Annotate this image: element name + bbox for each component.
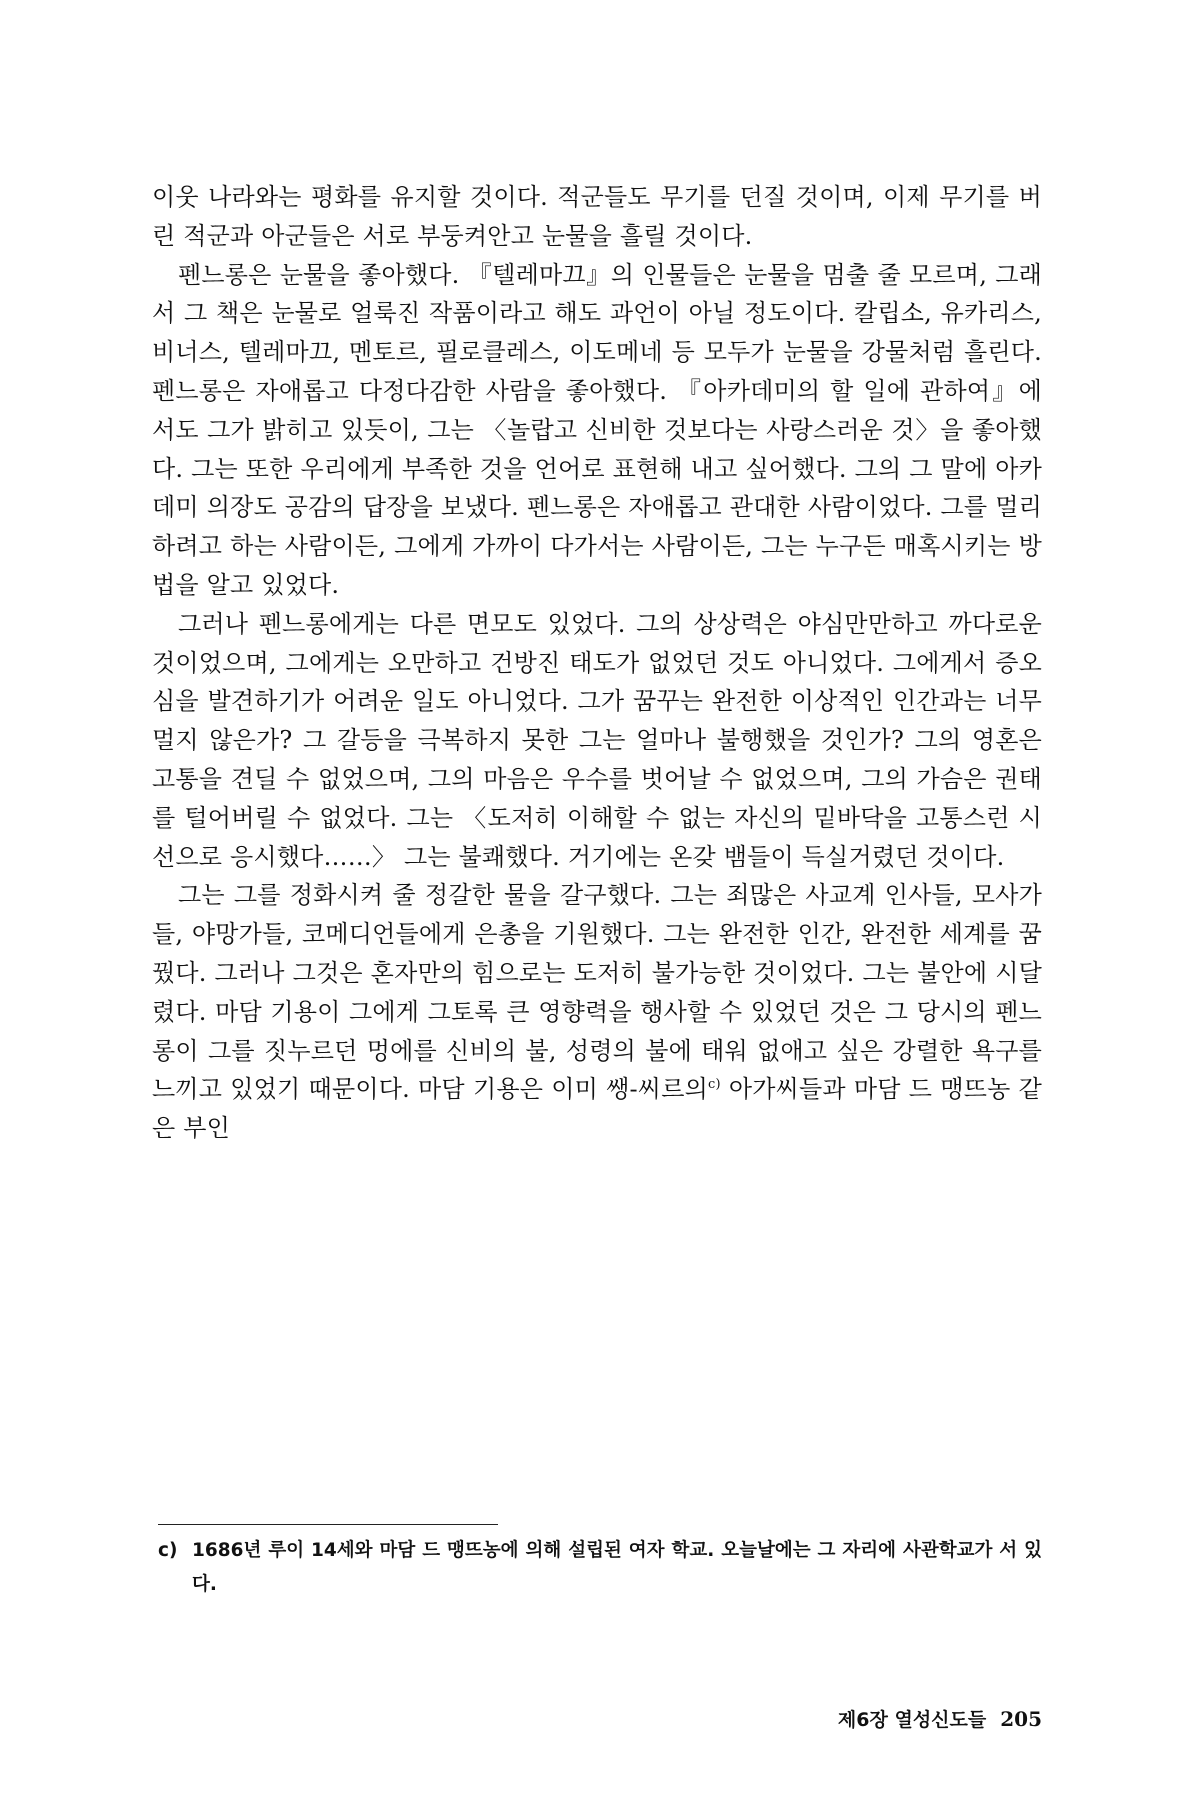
paragraph-4-text-after: 아가씨들과 마담 드 맹뜨농 같은 부인: [152, 1075, 1042, 1143]
footnote-reference-c: c): [707, 1077, 721, 1093]
paragraph-4: [152, 876, 1042, 1148]
page-number: 205: [1000, 1707, 1042, 1731]
running-footer: [838, 1705, 1042, 1732]
chapter-title: 제6장 열성신도들: [837, 1709, 987, 1731]
paragraph-3: 그러나 펜느롱에게는 다른 면모도 있었다. 그의 상상력은 야심만만하고 까다로운 것이었으며, 그에게는 오만하고 건방진 태도가 없었던 것도 아니었다. 그에게서 증오심을 발견하기가 어려운 일도 아니었다. 그가 꿈꾸는 완전한 이상적인 인간과는 너무 멀지 않은가? 그 갈등을 극복하지 못한 그는 얼마나 불행했을 것인가? 그의 영혼은 고통을 견딜 수 없었으며, 그의 마음은 우수를 벗어날 수 없었으며, 그의 가슴은 권태를 털어버릴 수 없었다. 그는 〈도저히 이해할 수 없는 자신의 밑바닥을 고통스런 시선으로 응시했다……〉 그는 불쾌했다. 거기에는 온갖 뱀들이 득실거렸던 것이다.: [152, 609, 1042, 871]
paragraph-1: 이웃 나라와는 평화를 유지할 것이다. 적군들도 무기를 던질 것이며, 이제 무기를 버린 적군과 아군들은 서로 부둥켜안고 눈물을 흘릴 것이다.: [152, 183, 1042, 250]
footnote-marker: c): [158, 1540, 178, 1561]
paragraph-4-text-before: 그는 그를 정화시켜 줄 정갈한 물을 갈구했다. 그는 죄많은 사교계 인사들, 모사가들, 야망가들, 코메디언들에게 은총을 기원했다. 그는 완전한 인간, 완전한 세계를 꿈꿨다. 그러나 그것은 혼자만의 힘으로는 도저히 불가능한 것이었다. 그는 불안에 시달렸다. 마담 기용이 그에게 그토록 큰 영향력을 행사할 수 있었던 것은 그 당시의 펜느롱이 그를 짓누르던 멍에를 신비의 불, 성령의 불에 태워 없애고 싶은 강렬한 욕구를 느끼고 있었기 때문이다. 마담 기용은 이미 쌩-씨르의: [152, 881, 1042, 1104]
footnotes: [158, 1534, 1042, 1602]
footnote-c: [158, 1534, 1042, 1602]
paragraph-2: 펜느롱은 눈물을 좋아했다. 『텔레마끄』의 인물들은 눈물을 멈출 줄 모르며, 그래서 그 책은 눈물로 얼룩진 작품이라고 해도 과언이 아닐 정도이다. 칼립소, 유카리스, 비너스, 텔레마끄, 멘토르, 필로클레스, 이도메네 등 모두가 눈물을 강물처럼 흘린다. 펜느롱은 자애롭고 다정다감한 사람을 좋아했다. 『아카데미의 할 일에 관하여』에서도 그가 밝히고 있듯이, 그는 〈놀랍고 신비한 것보다는 사랑스러운 것〉을 좋아했다. 그는 또한 우리에게 부족한 것을 언어로 표현해 내고 싶어했다. 그의 그 말에 아카데미 의장도 공감의 답장을 보냈다. 펜느롱은 자애롭고 관대한 사람이었다. 그를 멀리 하려고 하는 사람이든, 그에게 가까이 다가서는 사람이든, 그는 누구든 매혹시키는 방법을 알고 있었다.: [152, 260, 1042, 599]
footnote-divider: [158, 1524, 498, 1525]
body-text: [152, 178, 1042, 1148]
footnote-text: 1686년 루이 14세와 마담 드 맹뜨농에 의해 설립된 여자 학교. 오늘날에는 그 자리에 사관학교가 서 있다.: [192, 1540, 1042, 1595]
